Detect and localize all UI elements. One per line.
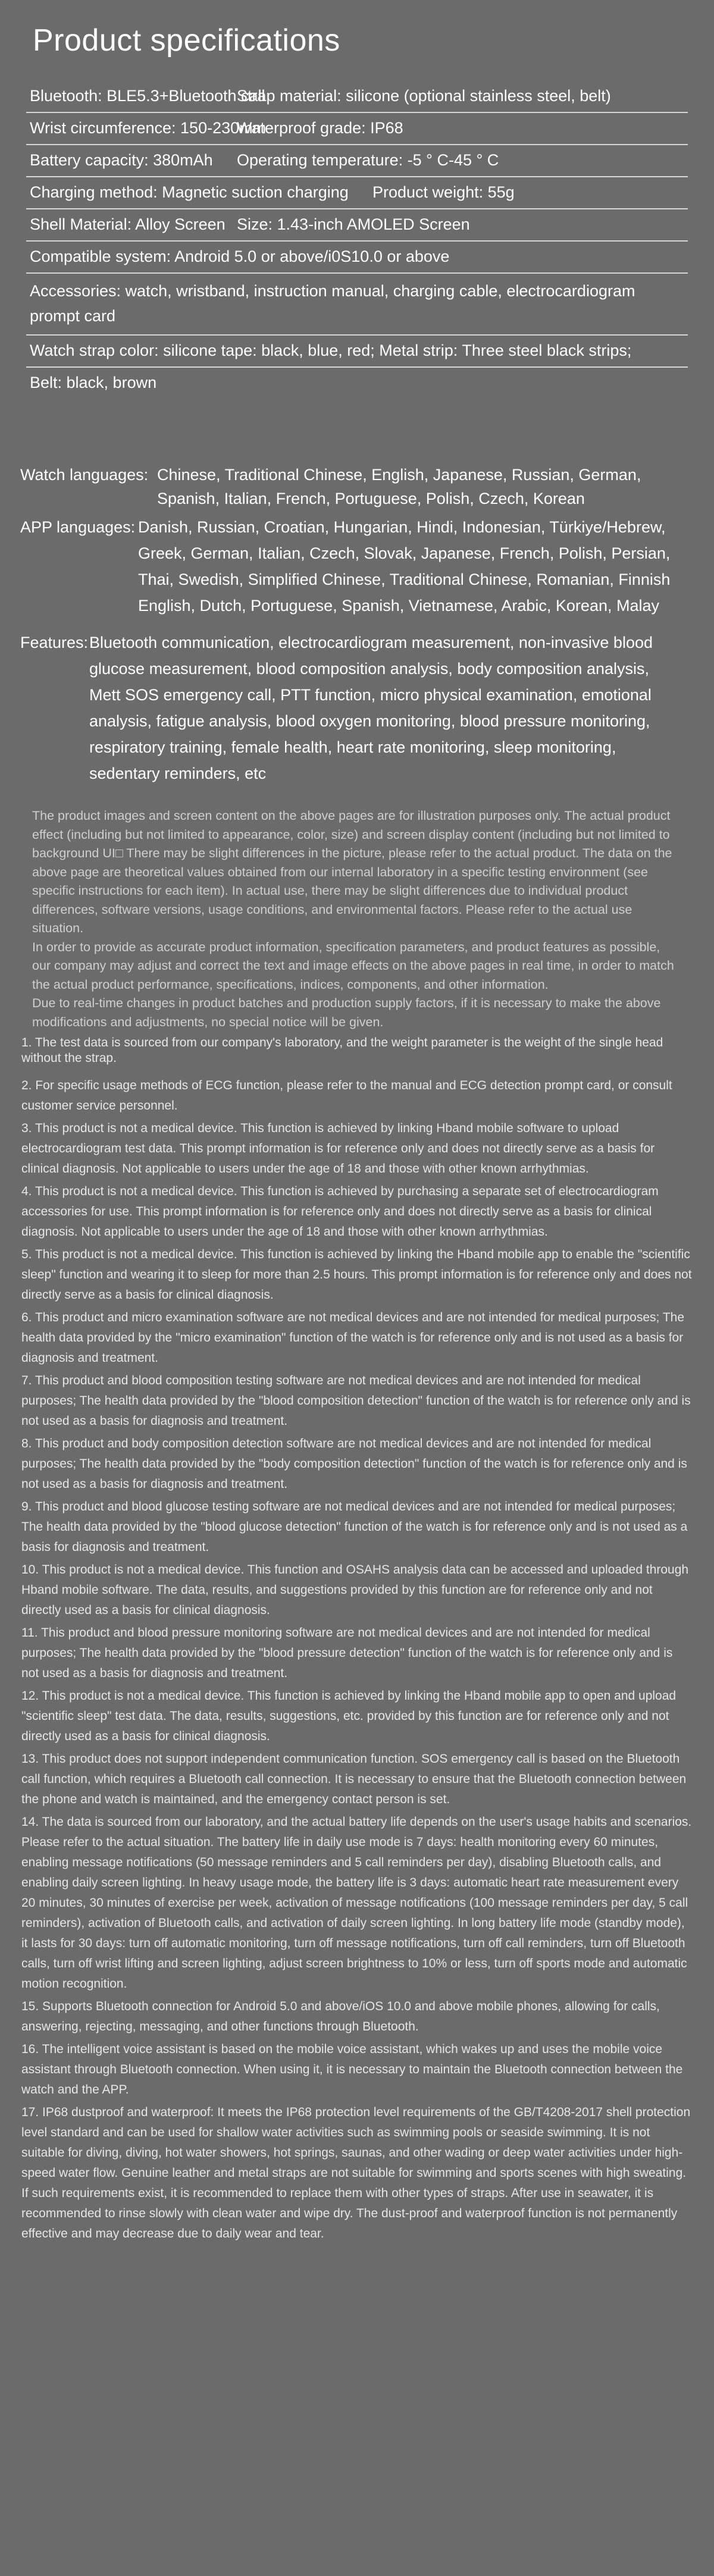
watch-languages-line: Spanish, Italian, French, Portuguese, Polish, Czech, Korean: [157, 490, 585, 507]
spec-waterproof-grade: Waterproof grade: IP68: [237, 119, 403, 137]
footnote: 12. This product is not a medical device. This function is achieved by linking the Hband mobile app to open and upload "scientific sleep" test data. The data, results, suggestions, etc. provided by this function are for reference only and not directly used as a basis for clinical diagnosis.: [21, 1689, 677, 1743]
footnotes: [21, 1035, 693, 2246]
spec-row-battery: [26, 145, 688, 177]
spec-row-charging: [26, 177, 688, 209]
features-line: respiratory training, female health, heart rate monitoring, sleep monitoring,: [89, 738, 616, 756]
spec-row-shell: [26, 209, 688, 242]
spec-row-accessories: [26, 274, 688, 336]
disclaimer: [32, 807, 681, 1032]
spec-wrist-circumference: Wrist circumference: 150-230mm: [30, 119, 267, 137]
app-languages-line: Thai, Swedish, Simplified Chinese, Traditional Chinese, Romanian, Finnish: [138, 571, 671, 588]
footnote: 9. This product and blood glucose testing software are not medical devices and are not intended for medical purposes; The health data provided by the "blood glucose detection" function of the watch is for reference only and is not used as a basis for diagnosis and treatment.: [21, 1500, 688, 1554]
spec-table: [26, 81, 688, 399]
watch-languages-line: Chinese, Traditional Chinese, English, Japanese, Russian, German,: [157, 466, 641, 484]
footnote: 2. For specific usage methods of ECG function, please refer to the manual and ECG detection prompt card, or consult customer service personnel.: [21, 1079, 672, 1112]
spec-row-belt: [26, 368, 688, 399]
footnote: 3. This product is not a medical device. This function is achieved by linking Hband mobile software to upload electrocardiogram test data. This prompt information is for reference only and does not directly serve as a basis for clinical diagnosis. Not applicable to users under the age of 18 and those with other known arrhythmias.: [21, 1121, 655, 1176]
spec-shell-material: Shell Material: Alloy Screen: [30, 215, 226, 233]
spec-battery-capacity: Battery capacity: 380mAh: [30, 151, 213, 169]
spec-row-compatible: [26, 242, 688, 274]
app-languages-line: English, Dutch, Portuguese, Spanish, Vietnamese, Arabic, Korean, Malay: [138, 597, 659, 615]
spec-row-bluetooth: [26, 81, 688, 113]
spec-accessories: Accessories: watch, wristband, instruction manual, charging cable, electrocardiogram prompt card: [30, 282, 635, 325]
spec-screen-size: Size: 1.43-inch AMOLED Screen: [237, 215, 470, 233]
spec-charging-method: Charging method: Magnetic suction charging: [30, 183, 349, 201]
spec-strap-color: Watch strap color: silicone tape: black, blue, red; Metal strip: Three steel black strips;: [30, 341, 632, 359]
footnote: 6. This product and micro examination software are not medical devices and are not intended for medical purposes; The health data provided by the "micro examination" function of the watch is for reference only and is not used as a basis for diagnosis and treatment.: [21, 1311, 685, 1365]
spec-compatible-system: Compatible system: Android 5.0 or above/i0S10.0 or above: [30, 247, 450, 265]
app-languages-line: Danish, Russian, Croatian, Hungarian, Hindi, Indonesian, Türkiye/Hebrew,: [138, 518, 666, 536]
footnote: 17. IP68 dustproof and waterproof: It meets the IP68 protection level requirements of the GB/T4208-2017 shell protection level standard and can be used for shallow water activities such as swimming pools or seaside swimming. It is not suitable for diving, diving, hot water showers, hot springs, saunas, and other wading or deep water activities under high-speed water flow. Genuine leather and metal straps are not suitable for swimming and sports scenes with high sweating. If such requirements exist, it is recommended to replace them with other types of straps. After use in seawater, it is recommended to rinse slowly with clean water and wipe dry. The dust-proof and waterproof function is not permanently effective and may decrease due to daily wear and tear.: [21, 2105, 691, 2240]
footnote: 10. This product is not a medical device. This function and OSAHS analysis data can be accessed and uploaded through Hband mobile software. The data, results, and suggestions provided by this function are for reference only and not directly used as a basis for clinical diagnosis.: [21, 1563, 689, 1617]
disclaimer-paragraph: In order to provide as accurate product information, specification parameters, and product features as possible, our company may adjust and correct the text and image effects on the above pages in real time, in order to match the actual product performance, specifications, indices, components, and other information.: [32, 939, 674, 992]
disclaimer-paragraph: The product images and screen content on the above pages are for illustration purposes only. The actual product effect (including but not limited to appearance, color, size) and screen display content (including but not limited to background UI□ There may be slight differences in the picture, please refer to the actual product. The data on the above page are theoretical values obtained from our internal laboratory in a specific testing environment (see specific instructions for each item). In actual use, there may be slight differences due to individual product differences, software versions, usage conditions, and environmental factors. Please refer to the actual use situation.: [32, 808, 672, 935]
footnote: 15. Supports Bluetooth connection for Android 5.0 and above/iOS 10.0 and above mobile phones, allowing for calls, answering, rejecting, messaging, and other functions through Bluetooth.: [21, 2000, 660, 2033]
footnote: 7. This product and blood composition testing software are not medical devices and are not intended for medical purposes; The health data provided by the "blood composition detection" function of the watch is for reference only and is not used as a basis for diagnosis and treatment.: [21, 1374, 691, 1428]
footnote: 1. The test data is sourced from our company's laboratory, and the weight parameter is the weight of the single head without the strap.: [21, 1036, 663, 1065]
spec-row-strap-color: [26, 336, 688, 368]
features-line: sedentary reminders, etc: [89, 764, 267, 782]
spec-row-wrist: [26, 113, 688, 145]
disclaimer-paragraph: Due to real-time changes in product batches and production supply factors, if it is necessary to make the above modifications and adjustments, no special notice will be given.: [32, 996, 661, 1029]
footnote: 11. This product and blood pressure monitoring software are not medical devices and are not intended for medical purposes; The health data provided by the "blood pressure detection" function of the watch is for reference only and is not used as a basis for diagnosis and treatment.: [21, 1626, 673, 1680]
spec-strap-material: Strap material: silicone (optional stainless steel, belt): [237, 87, 611, 105]
footnote: 14. The data is sourced from our laboratory, and the actual battery life depends on the user's usage habits and scenarios. Please refer to the actual situation. The battery life in daily use mode is 7 days: health monitoring every 60 minutes, enabling message notifications (50 message reminders and 5 call reminders per day), disabling Bluetooth calls, and enabling daily screen lighting. In heavy usage mode, the battery life is 3 days: automatic heart rate measurement every 20 minutes, 30 minutes of exercise per week, activation of message notifications (100 message reminders per day, 5 call reminders), activation of Bluetooth calls, and activation of daily screen lighting. In long battery life mode (standby mode), it lasts for 30 days: turn off automatic monitoring, turn off message notifications, turn off call reminders, turn off Bluetooth calls, turn off wrist lifting and screen lighting, adjust screen brightness to 10% or less, turn off sports mode and automatic motion recognition.: [21, 1815, 692, 1991]
footnote: 5. This product is not a medical device. This function is achieved by linking the Hband mobile app to enable the "scientific sleep" function and wearing it to sleep for more than 2.5 hours. This prompt information is for reference only and does not directly serve as a basis for clinical diagnosis.: [21, 1248, 692, 1302]
app-languages-line: Greek, German, Italian, Czech, Slovak, Japanese, French, Polish, Persian,: [138, 544, 671, 562]
page-title: Product specifications: [33, 23, 340, 58]
features-line: Bluetooth communication, electrocardiogram measurement, non-invasive blood: [89, 634, 653, 651]
features-label: Features:: [20, 634, 89, 651]
footnote: 4. This product is not a medical device. This function is achieved by purchasing a separate set of electrocardiogram accessories for use. This prompt information is for reference only and does not directly serve as a basis for clinical diagnosis. Not applicable to users under the age of 18 and those with other known arrhythmias.: [21, 1184, 659, 1239]
spec-operating-temperature: Operating temperature: -5 ° C-45 ° C: [237, 151, 499, 169]
spec-belt: Belt: black, brown: [30, 374, 157, 391]
footnote: 16. The intelligent voice assistant is based on the mobile voice assistant, which wakes up and uses the mobile voice assistant through Bluetooth connection. When using it, it is necessary to maintain the Bluetooth connection between the watch and the APP.: [21, 2042, 683, 2096]
footnote: 8. This product and body composition detection software are not medical devices and are not intended for medical purposes; The health data provided by the "body composition detection" function of the watch is for reference only and is not used as a basis for diagnosis and treatment.: [21, 1437, 687, 1491]
watch-languages-label: Watch languages:: [20, 466, 149, 484]
features-line: analysis, fatigue analysis, blood oxygen monitoring, blood pressure monitoring,: [89, 712, 650, 730]
spec-product-weight: Product weight: 55g: [372, 183, 515, 201]
features-line: glucose measurement, blood composition analysis, body composition analysis,: [89, 660, 649, 678]
footnote: 13. This product does not support independent communication function. SOS emergency call is based on the Bluetooth call function, which requires a Bluetooth call connection. It is necessary to ensure that the Bluetooth connection between the phone and watch is maintained, and the emergency contact person is set.: [21, 1752, 687, 1806]
features-line: Mett SOS emergency call, PTT function, micro physical examination, emotional: [89, 686, 652, 704]
app-languages-label: APP languages:: [20, 518, 136, 536]
spec-bluetooth: Bluetooth: BLE5.3+Bluetooth call: [30, 87, 265, 105]
